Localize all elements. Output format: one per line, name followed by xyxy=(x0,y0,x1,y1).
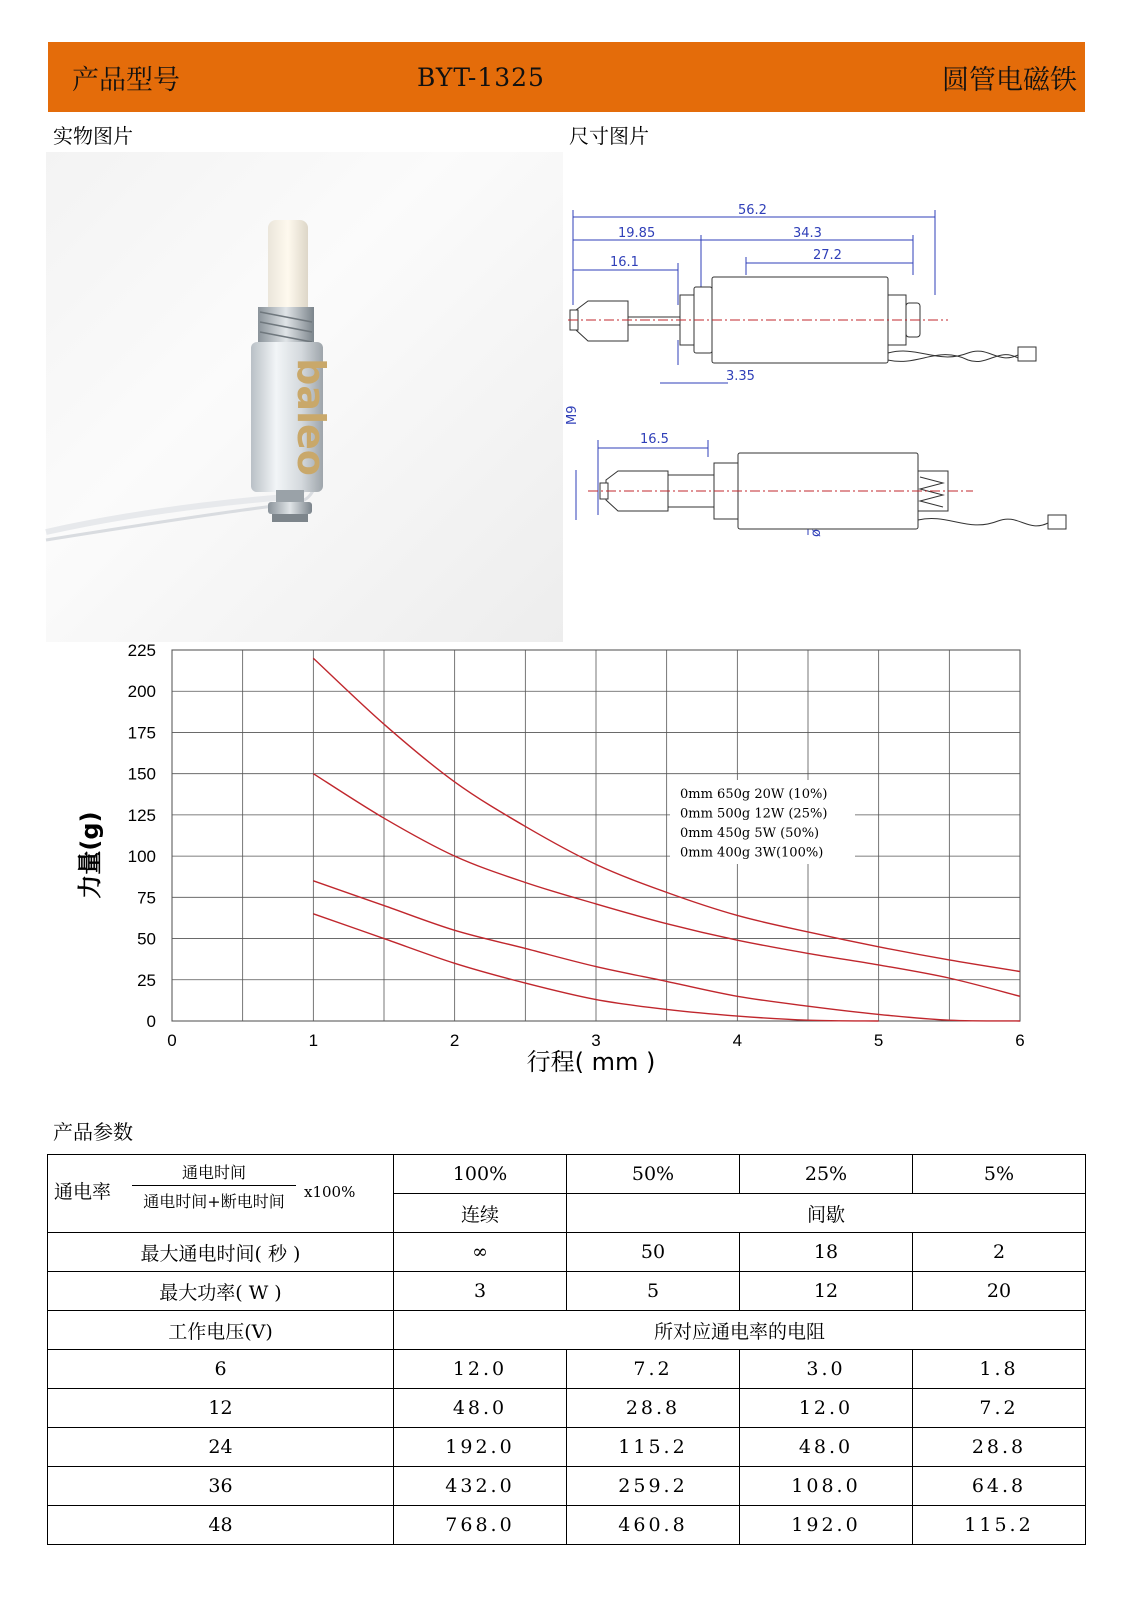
dim-overall: 56.2 xyxy=(738,203,767,218)
duty-cycle-formula xyxy=(48,1155,394,1233)
legend-entry: 0mm 400g 3W(100%) xyxy=(680,845,824,861)
x-tick-label: 2 xyxy=(449,1031,460,1050)
resistance-value: 7.2 xyxy=(567,1350,740,1389)
duty-value: 50% xyxy=(567,1155,740,1194)
x-tick-label: 3 xyxy=(591,1031,601,1050)
resistance-value: 12.0 xyxy=(740,1389,913,1428)
duty-numerator: 通电时间 xyxy=(132,1160,296,1186)
resistance-value: 3.0 xyxy=(740,1350,913,1389)
max-on-time-value: 50 xyxy=(567,1233,740,1272)
dim-plunger: 16.1 xyxy=(610,255,639,270)
duty-cycle-label: 通电率 xyxy=(54,1181,112,1203)
voltage-label: 工作电压(V) xyxy=(48,1311,394,1350)
max-on-time-value: ∞ xyxy=(394,1233,567,1272)
duty-value: 100% xyxy=(394,1155,567,1194)
resistance-value: 192.0 xyxy=(740,1506,913,1545)
resistance-value: 1.8 xyxy=(913,1350,1086,1389)
params-table xyxy=(47,1154,1086,1545)
max-power-value: 12 xyxy=(740,1272,913,1311)
y-axis-label: 力量(g) xyxy=(76,811,104,899)
x-tick-label: 6 xyxy=(1015,1031,1025,1050)
x-tick-label: 1 xyxy=(308,1031,319,1050)
params-section-title: 产品参数 xyxy=(53,1120,133,1144)
max-power-value: 20 xyxy=(913,1272,1086,1311)
model-label: 产品型号 xyxy=(72,64,180,96)
force-stroke-chart xyxy=(70,641,1070,1110)
brand-logo: baleo xyxy=(289,358,333,476)
y-tick-label: 0 xyxy=(146,1012,156,1031)
resistance-label: 所对应通电率的电阻 xyxy=(394,1311,1086,1350)
y-tick-label: 200 xyxy=(127,682,156,702)
voltage-value: 12 xyxy=(48,1389,394,1428)
max-on-time-label: 最大通电时间( 秒 ) xyxy=(48,1233,394,1272)
max-power-value: 3 xyxy=(394,1272,567,1311)
duty-cycle-fraction xyxy=(124,1160,304,1212)
x-tick-label: 0 xyxy=(167,1031,177,1050)
dimension-drawing xyxy=(565,195,1088,565)
resistance-value: 48.0 xyxy=(394,1389,567,1428)
resistance-value: 192.0 xyxy=(394,1428,567,1467)
max-power-value: 5 xyxy=(567,1272,740,1311)
product-photo xyxy=(46,152,563,642)
photo-section-title: 实物图片 xyxy=(53,124,133,148)
resistance-value: 115.2 xyxy=(567,1428,740,1467)
header-bar xyxy=(48,42,1085,112)
dim-front: 19.85 xyxy=(618,226,656,241)
max-on-time-value: 18 xyxy=(740,1233,913,1272)
max-power-label: 最大功率( W ) xyxy=(48,1272,394,1311)
max-on-time-value: 2 xyxy=(913,1233,1086,1272)
table-row xyxy=(48,1389,1086,1428)
voltage-value: 48 xyxy=(48,1506,394,1545)
voltage-value: 24 xyxy=(48,1428,394,1467)
legend-entry: 0mm 500g 12W (25%) xyxy=(680,806,828,822)
resistance-value: 28.8 xyxy=(913,1428,1086,1467)
dim-shaft: 3.35 xyxy=(726,369,755,384)
legend-entry: 0mm 650g 20W (10%) xyxy=(680,787,828,802)
table-row xyxy=(48,1428,1086,1467)
legend-entry: 0mm 450g 5W (50%) xyxy=(680,826,820,841)
voltage-value: 6 xyxy=(48,1350,394,1389)
y-tick-label: 100 xyxy=(127,847,156,867)
mode-intermittent: 间歇 xyxy=(567,1194,1086,1233)
x-tick-label: 4 xyxy=(732,1031,743,1050)
voltage-value: 36 xyxy=(48,1467,394,1506)
resistance-value: 64.8 xyxy=(913,1467,1086,1506)
duty-value: 5% xyxy=(913,1155,1086,1194)
resistance-value: 115.2 xyxy=(913,1506,1086,1545)
y-tick-label: 25 xyxy=(137,970,156,990)
dim-thread: M9 xyxy=(565,405,580,425)
y-tick-label: 75 xyxy=(137,888,156,908)
duty-denominator: 通电时间+断电时间 xyxy=(143,1192,285,1211)
y-tick-label: 175 xyxy=(127,723,156,743)
resistance-value: 108.0 xyxy=(740,1467,913,1506)
table-row xyxy=(48,1350,1086,1389)
duty-multiplier: x100% xyxy=(304,1183,356,1201)
resistance-value: 28.8 xyxy=(567,1389,740,1428)
y-tick-label: 225 xyxy=(127,641,156,660)
resistance-value: 460.8 xyxy=(567,1506,740,1545)
dim-body: 34.3 xyxy=(793,226,822,241)
resistance-value: 48.0 xyxy=(740,1428,913,1467)
dim-coil: 27.2 xyxy=(813,248,842,263)
y-tick-label: 50 xyxy=(137,929,156,949)
model-code: BYT-1325 xyxy=(417,62,545,92)
x-axis-label: 行程( mm ) xyxy=(526,1048,656,1076)
dim-plunger-2: 16.5 xyxy=(640,432,669,447)
y-tick-label: 150 xyxy=(127,764,156,784)
resistance-value: 768.0 xyxy=(394,1506,567,1545)
resistance-value: 432.0 xyxy=(394,1467,567,1506)
resistance-value: 259.2 xyxy=(567,1467,740,1506)
duty-value: 25% xyxy=(740,1155,913,1194)
table-row xyxy=(48,1467,1086,1506)
y-tick-label: 125 xyxy=(127,805,156,825)
mode-continuous: 连续 xyxy=(394,1194,567,1233)
product-type: 圆管电磁铁 xyxy=(942,64,1077,96)
resistance-value: 12.0 xyxy=(394,1350,567,1389)
x-tick-label: 5 xyxy=(873,1031,884,1050)
dimension-section-title: 尺寸图片 xyxy=(569,124,649,148)
resistance-value: 7.2 xyxy=(913,1389,1086,1428)
table-row xyxy=(48,1506,1086,1545)
